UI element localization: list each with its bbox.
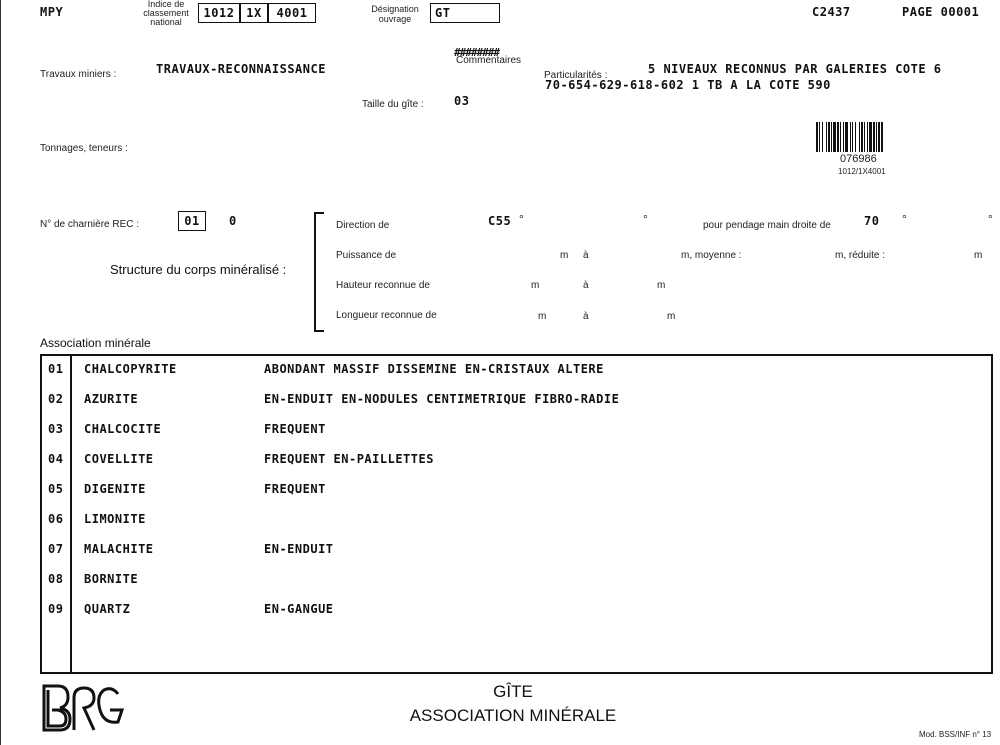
row-desc: EN-GANGUE (264, 602, 334, 616)
row-mineral: COVELLITE (84, 452, 154, 466)
row-code: 03 (48, 422, 64, 436)
row-code: 08 (48, 572, 64, 586)
row-mineral: BORNITE (84, 572, 139, 586)
pendage-degree-1: ° (902, 212, 907, 226)
row-mineral: DIGENITE (84, 482, 146, 496)
table-row (42, 602, 991, 622)
row-desc: FREQUENT (264, 422, 326, 436)
particularites-label: Particularités : (544, 70, 608, 81)
table-row (42, 512, 991, 532)
longueur-a: à (583, 311, 589, 322)
row-code: 07 (48, 542, 64, 556)
direction-degree-2: ° (643, 212, 648, 226)
taille-label: Taille du gîte : (362, 99, 424, 110)
travaux-value: TRAVAUX-RECONNAISSANCE (156, 62, 326, 76)
footer-title-gite: GÎTE (493, 682, 533, 701)
footer-title-association: ASSOCIATION MINÉRALE (409, 706, 617, 725)
puissance-label: Puissance de (336, 250, 397, 261)
longueur-label: Longueur reconnue de (336, 310, 437, 321)
table-row (42, 362, 991, 382)
row-mineral: MALACHITE (84, 542, 154, 556)
row-mineral: AZURITE (84, 392, 139, 406)
row-code: 06 (48, 512, 64, 526)
direction-degree-1: ° (519, 212, 524, 226)
table-row (42, 572, 991, 592)
puissance-a: à (583, 250, 589, 261)
row-code: 04 (48, 452, 64, 466)
row-desc: EN-ENDUIT EN-NODULES CENTIMETRIQUE FIBRO-RADIE (264, 392, 620, 406)
direction-value: C55 (488, 214, 512, 228)
barcode-number: 076986 (840, 153, 877, 165)
row-mineral: CHALCOPYRITE (84, 362, 177, 376)
puissance-m-end: m (974, 250, 983, 261)
table-row (42, 422, 991, 442)
taille-value: 03 (454, 94, 470, 108)
indice-box-3: 4001 (268, 3, 316, 23)
table-row (42, 542, 991, 562)
reduite-label: m, réduite : (835, 250, 886, 261)
row-mineral: LIMONITE (84, 512, 146, 526)
puissance-m: m (560, 250, 569, 261)
pendage-degree-2: ° (988, 212, 993, 226)
page-left-edge (0, 0, 1, 745)
header-code: MPY (40, 5, 64, 19)
designation-label: Désignation ouvrage (371, 4, 419, 24)
charniere-extra: 0 (229, 214, 237, 228)
longueur-m: m (538, 311, 547, 322)
commentaires-label: Commentaires (456, 55, 522, 66)
table-row (42, 452, 991, 472)
barcode-ref: 1012/1X4001 (838, 167, 886, 176)
charniere-box: 01 (178, 211, 206, 231)
hauteur-m: m (531, 280, 540, 291)
travaux-label: Travaux miniers : (40, 69, 117, 80)
page-number: PAGE 00001 (902, 5, 980, 19)
row-desc: FREQUENT EN-PAILLETTES (264, 452, 434, 466)
row-desc: FREQUENT (264, 482, 326, 496)
row-desc: EN-ENDUIT (264, 542, 334, 556)
row-code: 01 (48, 362, 64, 376)
brgm-logo (38, 682, 130, 734)
structure-bracket (314, 212, 324, 332)
indice-box-1: 1012 (198, 3, 240, 23)
hauteur-label: Hauteur reconnue de (336, 280, 430, 291)
row-mineral: CHALCOCITE (84, 422, 162, 436)
table-row (42, 392, 991, 412)
form-model-ref: Mod. BSS/INF n° 13 (919, 730, 992, 739)
moyenne-label: m, moyenne : (681, 250, 742, 261)
row-mineral: QUARTZ (84, 602, 131, 616)
structure-label: Structure du corps minéralisé : (110, 262, 287, 277)
ref-code: C2437 (812, 5, 851, 19)
particularites-line2: 70-654-629-618-602 1 TB A LA COTE 590 (545, 78, 831, 92)
longueur-m-end: m (667, 311, 676, 322)
hauteur-a: à (583, 280, 589, 291)
tonnages-label: Tonnages, teneurs : (40, 143, 128, 154)
association-title: Association minérale (40, 336, 151, 350)
designation-box: GT (430, 3, 500, 23)
row-code: 02 (48, 392, 64, 406)
pendage-label: pour pendage main droite de (703, 220, 831, 231)
barcode-image (816, 122, 912, 152)
association-table (40, 354, 993, 674)
row-desc: ABONDANT MASSIF DISSEMINE EN-CRISTAUX ALTERE (264, 362, 604, 376)
direction-label: Direction de (336, 220, 390, 231)
row-code: 05 (48, 482, 64, 496)
hauteur-m-end: m (657, 280, 666, 291)
row-code: 09 (48, 602, 64, 616)
particularites-line1: 5 NIVEAUX RECONNUS PAR GALERIES COTE 6 (648, 62, 942, 76)
charniere-label: N° de charnière REC : (40, 219, 140, 230)
indice-label: Indice de classement national (143, 0, 189, 27)
pendage-value: 70 (864, 214, 880, 228)
table-row (42, 482, 991, 502)
indice-box-2: 1X (240, 3, 268, 23)
commentaires-overstrike: ######## (454, 46, 499, 59)
